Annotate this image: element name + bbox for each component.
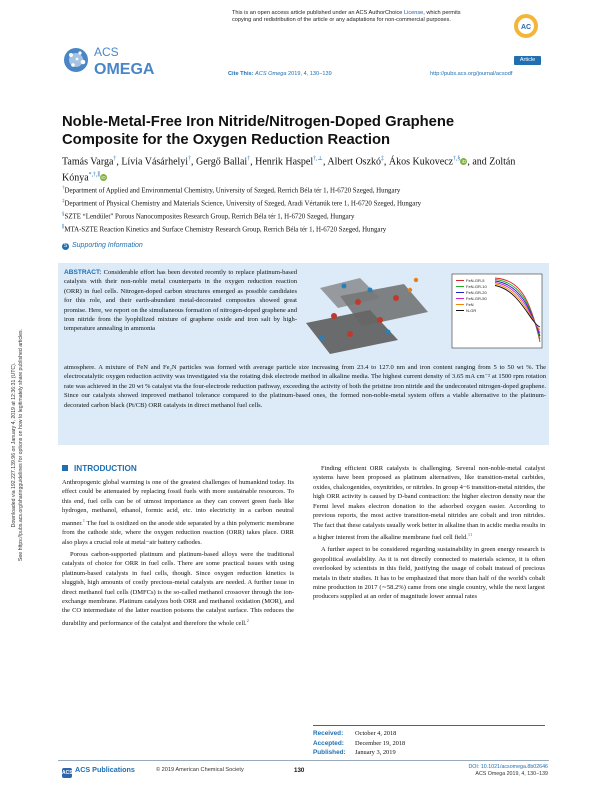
author[interactable]: Lívia Vásárhelyi bbox=[121, 156, 189, 168]
affiliation bbox=[62, 197, 542, 210]
supporting-info-label: Supporting Information bbox=[72, 242, 143, 249]
acs-omega-logo bbox=[62, 40, 182, 84]
affiliation-text: MTA-SZTE Reaction Kinetics and Surface Chemistry Research Group, Rerrich Béla tér 1, H-6720 Szeged, Hungary bbox=[64, 226, 387, 234]
sharing-guidelines: See https://pubs.acs.org/sharingguidelines for options on how to legitimately share published articles. bbox=[18, 328, 24, 562]
cite-label: Cite This: bbox=[228, 71, 254, 77]
author[interactable]: Albert Oszkó bbox=[327, 156, 382, 168]
intro-heading-text: INTRODUCTION bbox=[74, 464, 137, 473]
cite-journal: ACS Omega bbox=[255, 71, 287, 77]
intro-heading bbox=[62, 464, 137, 473]
author[interactable]: Tamás Varga bbox=[62, 156, 114, 168]
acs-hex-icon: ACS bbox=[62, 770, 73, 776]
download-sidebar bbox=[4, 250, 32, 640]
abstract-graphic bbox=[300, 268, 548, 362]
received-label: Received: bbox=[313, 730, 344, 737]
affiliation-text: Department of Applied and Environmental Chemistry, University of Szeged, Rerrich Béla tér 1, H-6720 Szeged, Hungary bbox=[64, 187, 401, 195]
intro-para-3: Finding efficient ORR catalysts is challenging. Several non-noble-metal catalyst systems have been proposed as platinum alternatives, like transition-metal carbides, oxides, chalcogenides, oxynitrides, or nitrides. In group 4−6 transition-metal nitrides, the high ORR activity is caused by D-band contraction: the higher electron density near the Fermi level makes electron donation to the adsorbed oxygen easier. According to previous reports, the most active transition-metal nitrides are cobalt and iron nitrides. The fact that these catalysts usually work better in alkaline than in acidic media results in a higher interest from the alkaline membrane fuel cell field. bbox=[313, 465, 545, 542]
published-date bbox=[313, 748, 545, 758]
affiliation-symbol: § bbox=[62, 212, 65, 218]
received-date bbox=[313, 729, 545, 739]
graphene-schematic bbox=[306, 278, 428, 354]
ref-2[interactable]: 2 bbox=[246, 617, 249, 623]
affiliation bbox=[62, 210, 542, 223]
affiliation-symbol: ‡ bbox=[62, 199, 65, 205]
article-title: Noble-Metal-Free Iron Nitride/Nitrogen-Doped Graphene Composite for the Oxygen Reduction Reaction bbox=[62, 114, 455, 148]
journal-url[interactable]: http://pubs.acs.org/journal/acsodf bbox=[430, 71, 513, 77]
affiliation bbox=[62, 223, 542, 236]
legend-label: FeN-GR-5 bbox=[466, 278, 485, 283]
oa-notice-text: This is an open access article published under an ACS AuthorChoice bbox=[232, 10, 403, 16]
badge-label: AC bbox=[520, 24, 532, 31]
cite-details: 2019, 4, 130−139 bbox=[288, 71, 332, 77]
abstract-text-top: Considerable effort has been devoted recently to replace platinum-based catalysts with their non-noble metal counterparts in the oxygen reduction reaction (ORR) in fuel cells. Nitrogen-doped carbon structures emerged as possible candidates for this role, and their earth-abundant metal-decorated composites showed great promise. Here, we report on the simultaneous formation of nitrogen-doped graphene and iron nitride from the lyophilized mixture of graphene oxide and iron salt by high-temperature annealing in ammonia bbox=[64, 269, 297, 333]
author[interactable]: Gergő Ballai bbox=[195, 156, 248, 168]
legend-label: FeN-GR-10 bbox=[466, 284, 487, 289]
author-affiliation-mark: † bbox=[113, 156, 117, 162]
legend-label: FeN bbox=[466, 302, 474, 307]
legend-label: N-GR bbox=[466, 308, 477, 313]
author[interactable]: Ákos Kukovecz bbox=[388, 156, 454, 168]
abstract-top bbox=[64, 268, 297, 334]
affiliations bbox=[62, 184, 542, 236]
intro-para-1-tail: The fuel is oxidized on the anode side separated by a thin polymeric membrane from the cathode side, where the oxygen reduction reaction (ORR) takes place. ORR also plays a crucial role at metal−air battery cathodes. bbox=[62, 519, 294, 546]
intro-paragraph bbox=[62, 478, 294, 547]
accepted-value: December 19, 2018 bbox=[355, 739, 406, 747]
intro-paragraph bbox=[313, 464, 545, 543]
abstract-text-bottom: atmosphere. A mixture of FeN and Fe₂N particles was formed with average particle size increasing from 23.4 to 127.0 nm and iron content ranging from 5 to 50 wt %. The electrocatalytic oxygen reduction activity was investigated via the rotating disk electrode method in alkaline media. The highest current density of 3.65 mA cm⁻² at 1500 rpm rotation rate was achieved in the 20 wt % catalyst via the four-electrode reduction pathway, exceeding the activity of both the pristine iron nitride and the undecorated nitrogen-doped graphene. Since our catalysts showed improved methanol tolerance compared to the platinum-based ones, the formed non-noble-metal system offers a viable alternative to the platinum-decorated carbon black (Pt/CB) ORR catalysts in direct methanol fuel cells. bbox=[64, 364, 546, 409]
page-number: 130 bbox=[294, 767, 305, 774]
affiliation bbox=[62, 184, 542, 197]
journal-name-top: ACS bbox=[94, 45, 119, 59]
license-link[interactable]: License bbox=[403, 10, 424, 16]
affiliation-text: SZTE “Lendület” Porous Nanocomposites Research Group, Rerrich Béla tér 1, H-6720 Szeged, Hungary bbox=[64, 213, 355, 221]
affiliation-symbol: † bbox=[62, 186, 65, 191]
intro-right-column bbox=[313, 464, 545, 604]
orcid-icon[interactable]: iD bbox=[461, 159, 466, 165]
author-affiliation-mark: ‡ bbox=[381, 156, 384, 162]
author-affiliation-mark: †,⊥ bbox=[313, 156, 323, 162]
journal-citation: ACS Omega 2019, 4, 130−139 bbox=[475, 771, 548, 777]
author-affiliation-mark: †,§ bbox=[453, 156, 461, 162]
article-type-tag: Article bbox=[514, 56, 541, 65]
acs-publications-logo[interactable] bbox=[62, 765, 135, 778]
download-info: Downloaded via 192.227.139.96 on January 4, 2019 at 12:36:31 (UTC). bbox=[11, 362, 17, 528]
publication-dates bbox=[313, 725, 545, 758]
copyright: © 2019 American Chemical Society bbox=[156, 767, 244, 773]
legend-label: FeN-GR-50 bbox=[466, 296, 487, 301]
author[interactable]: and Zoltán Kónya bbox=[62, 156, 516, 184]
author-affiliation-mark: *,†,∥ bbox=[88, 171, 101, 178]
published-value: January 3, 2019 bbox=[355, 749, 396, 757]
affiliation-text: Department of Physical Chemistry and Materials Science, University of Szeged, Aradi Vértanúk tere 1, H-6720 Szeged, Hungary bbox=[64, 200, 422, 208]
intro-left-column bbox=[62, 478, 294, 631]
author[interactable]: Henrik Haspel bbox=[255, 156, 314, 168]
orcid-icon[interactable]: iD bbox=[101, 175, 106, 181]
publisher-name: ACS Publications bbox=[75, 765, 135, 774]
abstract-label: ABSTRACT: bbox=[64, 269, 102, 276]
author-affiliation-mark: † bbox=[188, 156, 191, 162]
polarization-plot bbox=[452, 274, 542, 348]
author-affiliation-mark: † bbox=[247, 156, 251, 162]
doi-link[interactable]: DOI: 10.1021/acsomega.8b02646 bbox=[468, 764, 548, 770]
ref-1[interactable]: 1 bbox=[82, 517, 86, 523]
published-label: Published: bbox=[313, 749, 346, 757]
legend-label: FeN-GR-20 bbox=[466, 290, 487, 295]
journal-name-bottom: OMEGA bbox=[94, 61, 155, 78]
supporting-info-link[interactable] bbox=[62, 242, 143, 250]
cite-this[interactable] bbox=[228, 71, 332, 77]
intro-para-1: Anthropogenic global warming is one of the greatest challenges of humankind today. Its effect could be attenuated by replacing fossil fuels with more sustainable resources. To this end, fuel cells can be of utmost importance as they can convert green fuels like hydrogen, methanol, ethanol, formic acid, etc. into electricity in a carbon neutral manner. bbox=[62, 479, 294, 527]
accepted-date bbox=[313, 739, 545, 749]
affiliation-symbol: ∥ bbox=[62, 225, 65, 231]
oa-notice-tail: , which permits copying and redistribution of the article or any adaptations for non-commercial purposes. bbox=[232, 10, 461, 23]
supporting-info-icon: S bbox=[63, 243, 68, 249]
ref-11[interactable]: 11 bbox=[467, 532, 473, 538]
section-square-icon bbox=[62, 465, 68, 471]
intro-paragraph bbox=[313, 545, 545, 602]
open-access-notice bbox=[232, 10, 480, 24]
received-value: October 4, 2018 bbox=[355, 730, 397, 737]
doi-block bbox=[468, 764, 548, 778]
authorchoice-badge[interactable] bbox=[512, 12, 540, 42]
accepted-label: Accepted: bbox=[313, 739, 344, 747]
intro-para-4: A further aspect to be considered regarding sustainability in green energy research is geopolitical availability. As it is not directly connected to materials science, it is often overlooked by scientists in this field, justifying the usage of cobalt instead of precious metals in their studies. It has to be emphasized that more than half of the world's cobalt mine production in 2017 (∼58.2%) came from one single country, while the next largest producers supplied at an order of magnitude lower annual rates bbox=[313, 546, 545, 601]
intro-para-2: Porous carbon-supported platinum and platinum-based alloys were the traditional catalysts of choice for ORR in fuel cells. There are some practical issues with using platinum-based catalysts in fuel cells, though. Since oxygen reduction kinetics is sluggish, high amounts of costly precious-metal catalysts are needed. A further issue in direct methanol fuel cells (DMFCs) is the so-called methanol crossover through the ion-exchange membrane. Platinum catalyzes both ORR and methanol oxidation (MOR), and the CO intermediate of the latter reaction poisons the catalyst surface. This reduces the durability and performance of the catalyst and therefore the whole cell. bbox=[62, 550, 294, 628]
author-list: Tamás Varga†, Lívia Vásárhelyi†, Gergő Ballai†, Henrik Haspel†,⊥, Albert Oszkó‡, Ákos Kukovecz†,§iD, and Zoltán Kónya*,†,∥iD bbox=[62, 156, 516, 184]
footer-divider bbox=[58, 760, 549, 761]
logo-mark bbox=[64, 48, 88, 72]
intro-paragraph bbox=[62, 550, 294, 629]
